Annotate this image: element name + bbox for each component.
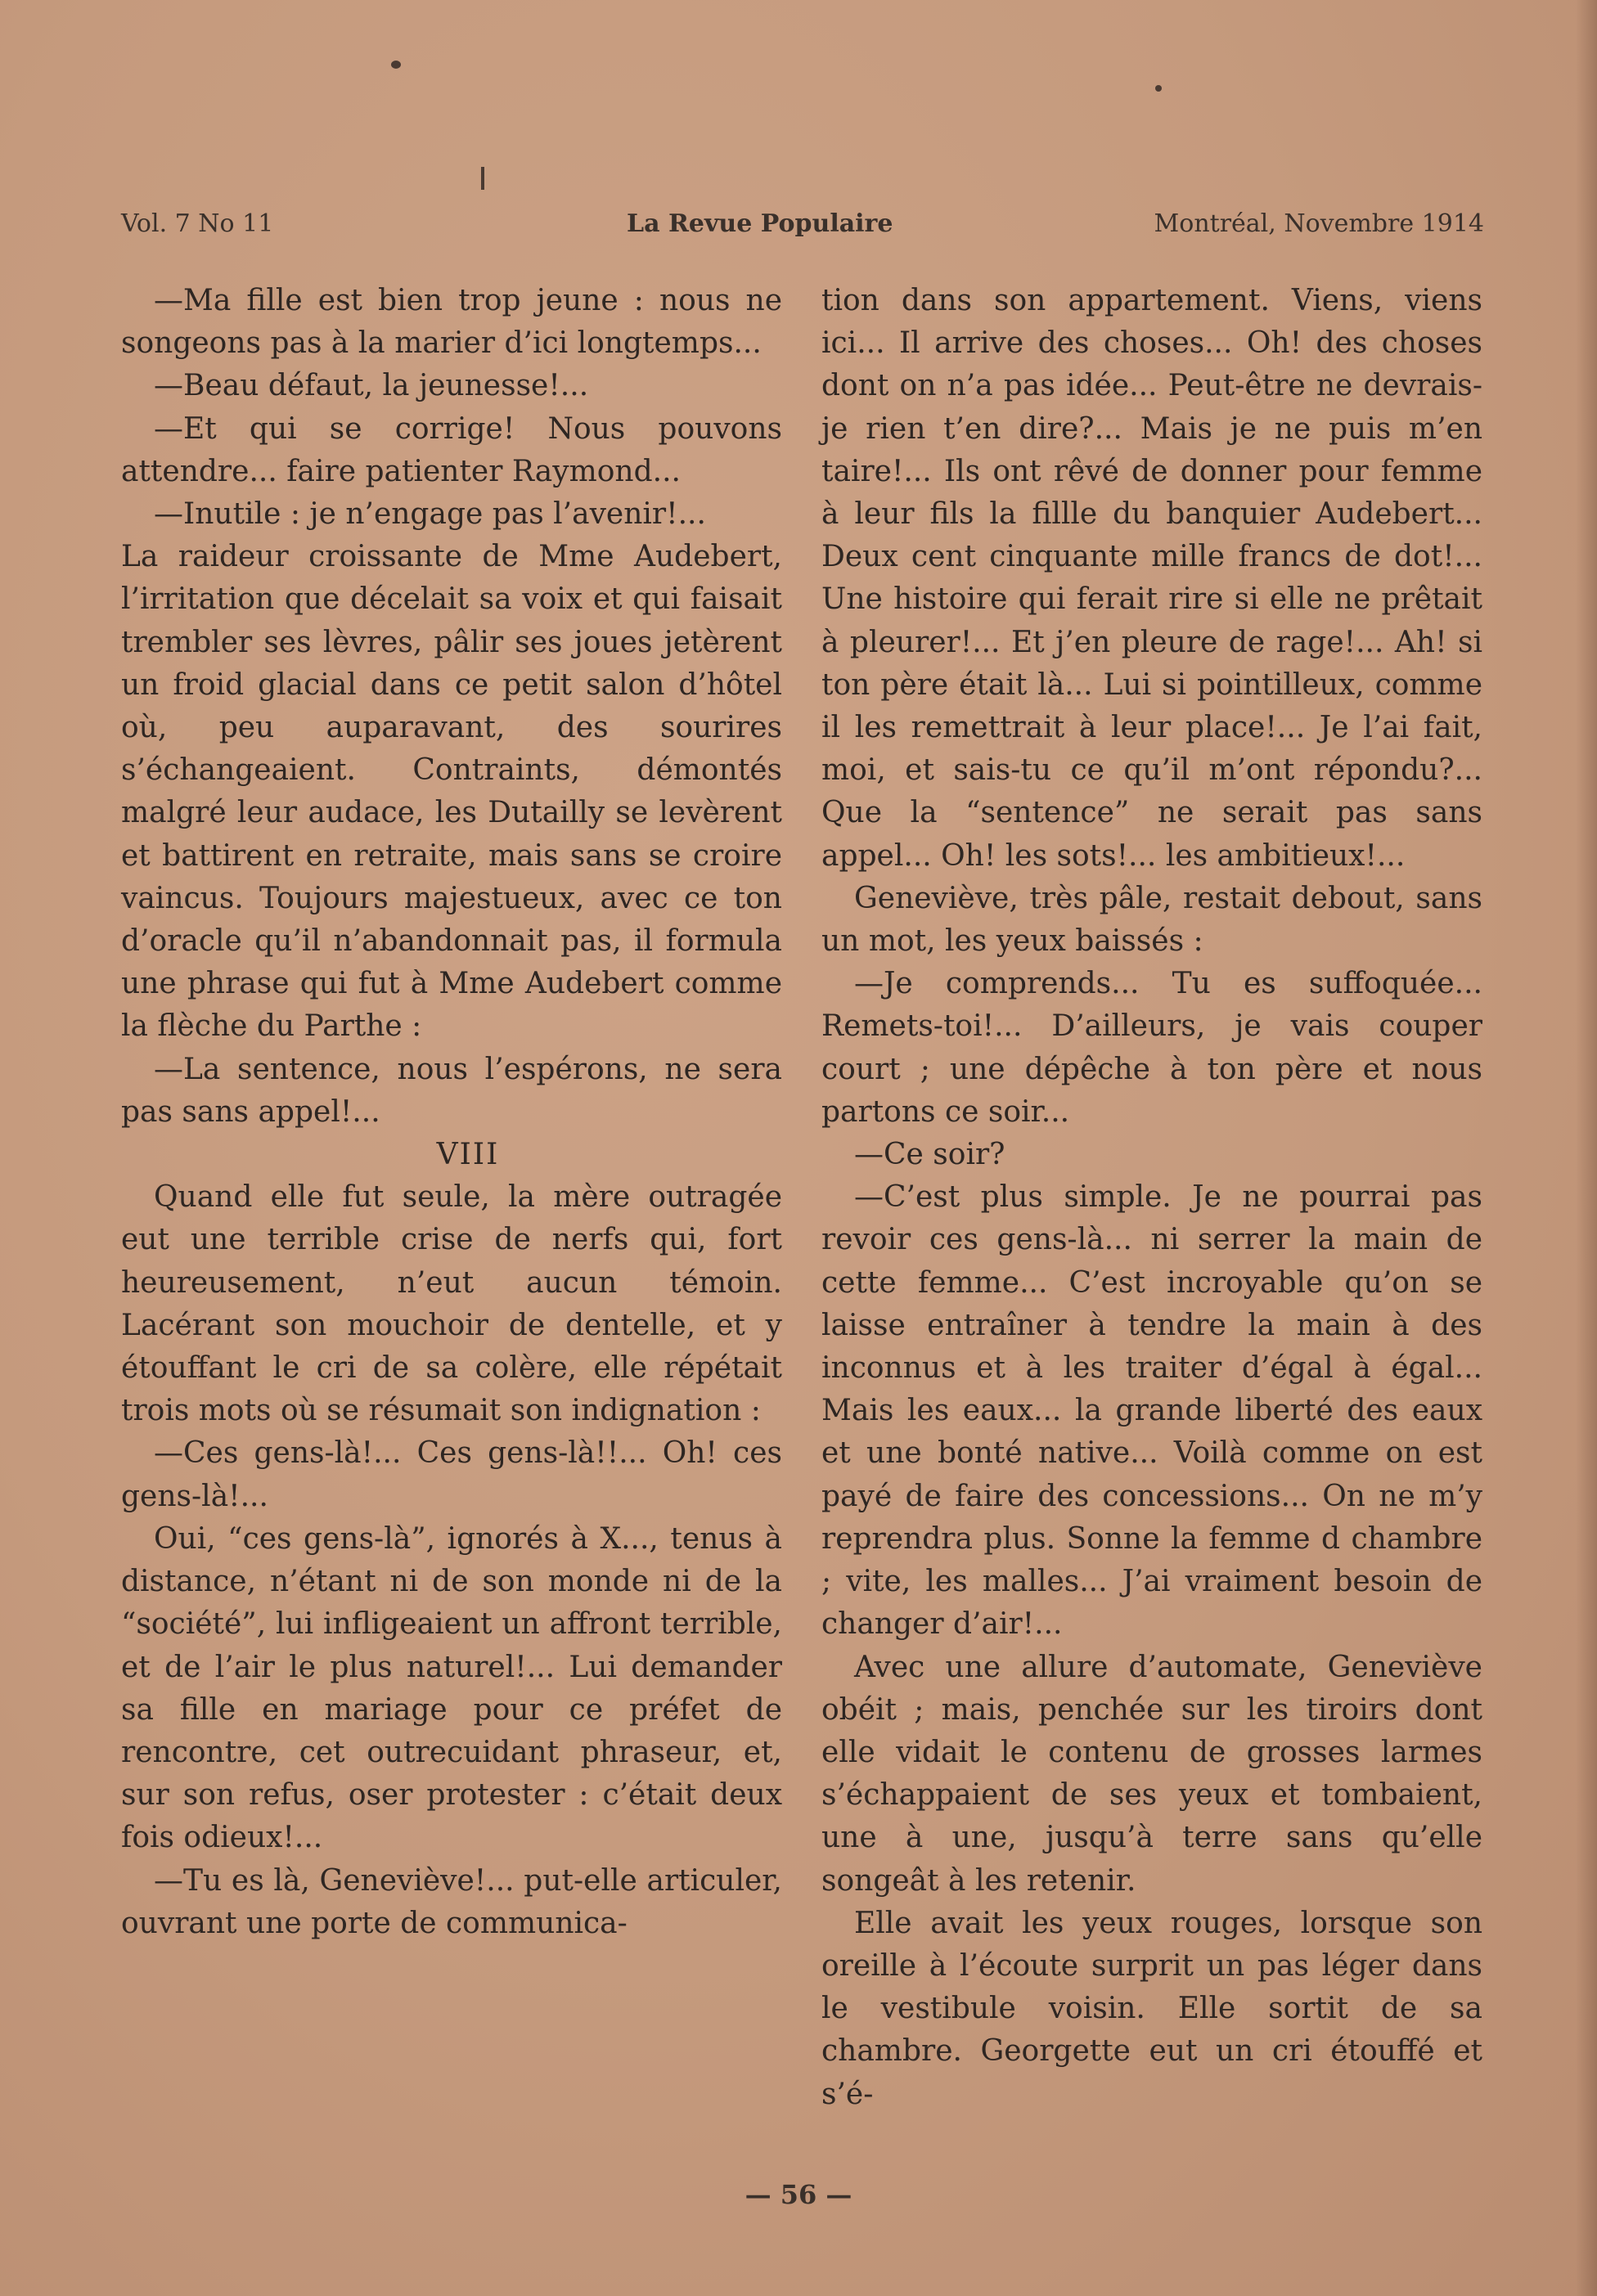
publication-title: La Revue Populaire	[627, 209, 893, 238]
paragraph: La raideur croissante de Mme Audebert, l’irritation que décelait sa voix et qui faisait trembler ses lèvres, pâlir ses joues jetèrent un froid glacial dans ce petit salon d’hôtel où, peu auparavant, des sourires s’échangeaient. Contraints, démontés malgré leur audace, les Dutailly se levèrent et battirent en retraite, mais sans se croire vaincus. Toujours majestueux, avec ce ton d’oracle qu’il n’abandonnait pas, il formula une phrase qui fut à Mme Audebert comme la flèche du Parthe :	[121, 540, 782, 1044]
paragraph: —Et qui se corrige! Nous pouvons attendre... faire patienter Raymond...	[121, 411, 782, 488]
ink-speck	[481, 167, 484, 190]
right-column	[821, 280, 1482, 2116]
paragraph: —Ma fille est bien trop jeune : nous ne songeons pas à la marier d’ici longtemps...	[121, 284, 782, 361]
paragraph: —Beau défaut, la jeunesse!...	[154, 369, 589, 403]
paragraph: Elle avait les yeux rouges, lorsque son oreille à l’écoute surprit un pas léger dans le vestibule voisin. Elle sortit de sa chambre. Georgette eut un cri étouffé et s’é-	[821, 1906, 1482, 2111]
paragraph: Oui, “ces gens-là”, ignorés à X..., tenus à distance, n’étant ni de son monde ni de la “société”, lui infligeaient un affront terrible, et de l’air le plus naturel!... Lui demander sa fille en mariage pour ce préfet de rencontre, cet outrecuidant phraseur, et, sur son refus, oser protester : c’était deux fois odieux!...	[121, 1521, 782, 1855]
page-number: — 56 —	[745, 2179, 852, 2210]
paragraph: Geneviève, très pâle, restait debout, sans un mot, les yeux baissés :	[821, 881, 1482, 959]
running-header	[121, 209, 1484, 242]
paragraph: Quand elle fut seule, la mère outragée eut une terrible crise de nerfs qui, fort heureusement, n’eut aucun témoin. Lacérant son mouchoir de dentelle, et y étouffant le cri de sa colère, elle répétait trois mots où se résumait son indignation :	[121, 1180, 782, 1428]
paragraph: —Inutile : je n’engage pas l’avenir!...	[154, 497, 706, 532]
paragraph: —Tu es là, Geneviève!... put-elle articuler, ouvrant une porte de communica-	[121, 1863, 782, 1940]
ink-speck	[1155, 85, 1162, 92]
left-column	[121, 280, 782, 1945]
volume-number: Vol. 7 No 11	[121, 209, 274, 238]
paragraph: —La sentence, nous l’espérons, ne sera pas sans appel!...	[121, 1052, 782, 1129]
place-date: Montréal, Novembre 1914	[1154, 209, 1484, 238]
paragraph: —Ce soir?	[854, 1138, 1005, 1172]
page-edge-shadow	[1576, 0, 1597, 2296]
paragraph: —C’est plus simple. Je ne pourrai pas revoir ces gens-là... ni serrer la main de cette femme... C’est incroyable qu’on se laisse entraîner à tendre la main à des inconnus et à les traiter d’égal à égal... Mais les eaux... la grande liberté des eaux et une bonté native... Voilà comme on est payé de faire des concessions... On ne m’y reprendra plus. Sonne la femme d chambre ; vite, les malles... J’ai vraiment besoin de changer d’air!...	[821, 1180, 1482, 1642]
paragraph: Avec une allure d’automate, Geneviève obéit ; mais, penchée sur les tiroirs dont elle vidait le contenu de grosses larmes s’échappaient de ses yeux et tombaient, une à une, jusqu’à terre sans qu’elle songeât à les retenir.	[821, 1650, 1482, 1898]
paragraph: —Je comprends... Tu es suffoquée... Remets-toi!... D’ailleurs, je vais couper court ; une dépêche à ton père et nous partons ce soir...	[821, 967, 1482, 1129]
ink-speck	[391, 61, 401, 69]
paragraph: tion dans son appartement. Viens, viens ici... Il arrive des choses... Oh! des choses dont on n’a pas idée... Peut-être ne devrais-je rien t’en dire?... Mais je ne puis m’en taire!... Ils ont rêvé de donner pour femme à leur fils la fillle du banquier Audebert... Deux cent cinquante mille francs de dot!... Une histoire qui ferait rire si elle ne prêtait à pleurer!... Et j’en pleure de rage!... Ah! si ton père était là... Lui si pointilleux, comme il les remettrait à leur place!... Je l’ai fait, moi, et sais-tu ce qu’il m’ont répondu?... Que la “sentence” ne serait pas sans appel... Oh! les sots!... les ambitieux!...	[821, 284, 1482, 873]
section-heading: VIII	[436, 1138, 500, 1172]
paragraph: —Ces gens-là!... Ces gens-là!!... Oh! ces gens-là!...	[121, 1436, 782, 1513]
